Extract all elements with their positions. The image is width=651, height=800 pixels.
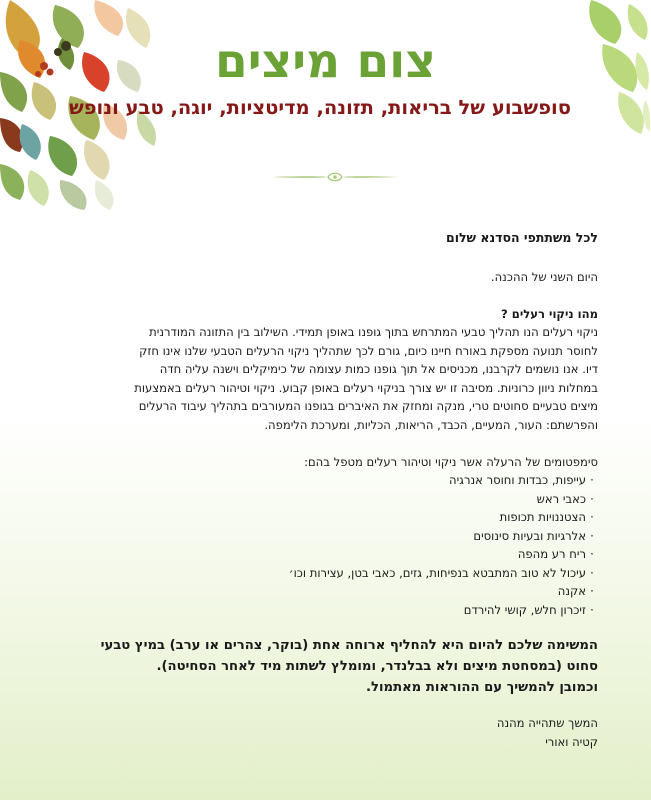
symptoms-list — [50, 471, 598, 619]
body-line: דיו. אנו נושמים לקרבנו, מכניסים אל תוך גופנו כמות עצומה של כימיקלים וישנה עליה חדה — [159, 362, 598, 376]
signature: קטיה ואורי — [545, 734, 598, 749]
body-line: והפרשתם: העור, המעיים, הכבד, הריאות, הכליות, ומערכת הלימפה. — [264, 417, 598, 432]
bullet: · — [590, 547, 594, 561]
list-item: ·עיכול לא טוב המתבטא בנפיחות, גזים, כאבי בטן, עצירות וכו׳ — [50, 564, 598, 583]
list-item: ·אלרגיות ובעיות סינוסים — [50, 527, 598, 546]
bullet: · — [590, 584, 594, 598]
bullet: · — [590, 528, 594, 543]
bullet: · — [590, 510, 594, 524]
task-line: המשימה שלכם להיום היא להחליף ארוחה אחת (בוקר, צהרים או ערב) במיץ טבעי — [100, 638, 598, 653]
list-item: ·אקנה — [50, 582, 598, 601]
task-line: וכמובן להמשיך עם ההוראות מאתמול. — [366, 680, 598, 695]
sign-off — [50, 714, 598, 751]
list-item: ·הצטננויות תכופות — [50, 508, 598, 527]
letter-body — [50, 229, 598, 751]
task-paragraph — [50, 635, 598, 698]
page-subtitle: סופשבוע של בריאות, תזונה, מדיטציות, יוגה, טבע ונופש — [68, 96, 571, 119]
list-item: ·זיכרון חלש, קושי להירדם — [50, 601, 598, 620]
body-line: מיצים טבעיים סחוטים טרי, מנקה ומחזק את האיברים בגופנו המעורבים בתהליך עיבוד הרעלים — [138, 399, 598, 413]
body-line: ניקוי רעלים הנו תהליך טבעי המתרחש בתוך גופנו באופן תמידי. השילוב בין התזונה המודרנית — [149, 325, 598, 339]
page-title: צום מיצים — [214, 34, 436, 89]
bullet: · — [590, 491, 594, 506]
list-item: ·ריח רע מהפה — [50, 545, 598, 564]
symptoms-intro: סימפטומים של הרעלה אשר ניקוי וטיהור רעלים מטפל בהם: — [304, 454, 598, 469]
bullet: · — [590, 602, 594, 617]
bullet: · — [590, 473, 594, 487]
body-paragraph — [50, 323, 598, 434]
list-item: ·עייפות, כבדות וחוסר אנרגיה — [50, 471, 598, 490]
ornamental-divider — [270, 170, 400, 184]
task-line: סחוט (במסחטת מיצים ולא בבלנדר, ומומלץ לשתות מיד לאחר הסחיטה). — [156, 659, 598, 674]
question-heading: מהו ניקוי רעלים ? — [501, 306, 598, 321]
day-line: היום השני של ההכנה. — [490, 269, 598, 284]
list-item: ·כאבי ראש — [50, 490, 598, 509]
bullet: · — [590, 565, 594, 580]
body-line: במחלות ניוון כרוניות. מסיבה זו יש צורך בניקוי רעלים באופן קבוע. ניקוי וטיהור רעלים באמצעות — [134, 380, 598, 395]
closing-line: המשך שתהייה מהנה — [496, 716, 598, 730]
body-line: לחוסר תנועה מספקת באורח חיינו כיום, גורם לכך שתהליך ניקוי הרעלים הטבעי שלנו אינו חזק — [139, 343, 598, 358]
greeting: לכל משתתפי הסדנא שלום — [446, 230, 598, 245]
